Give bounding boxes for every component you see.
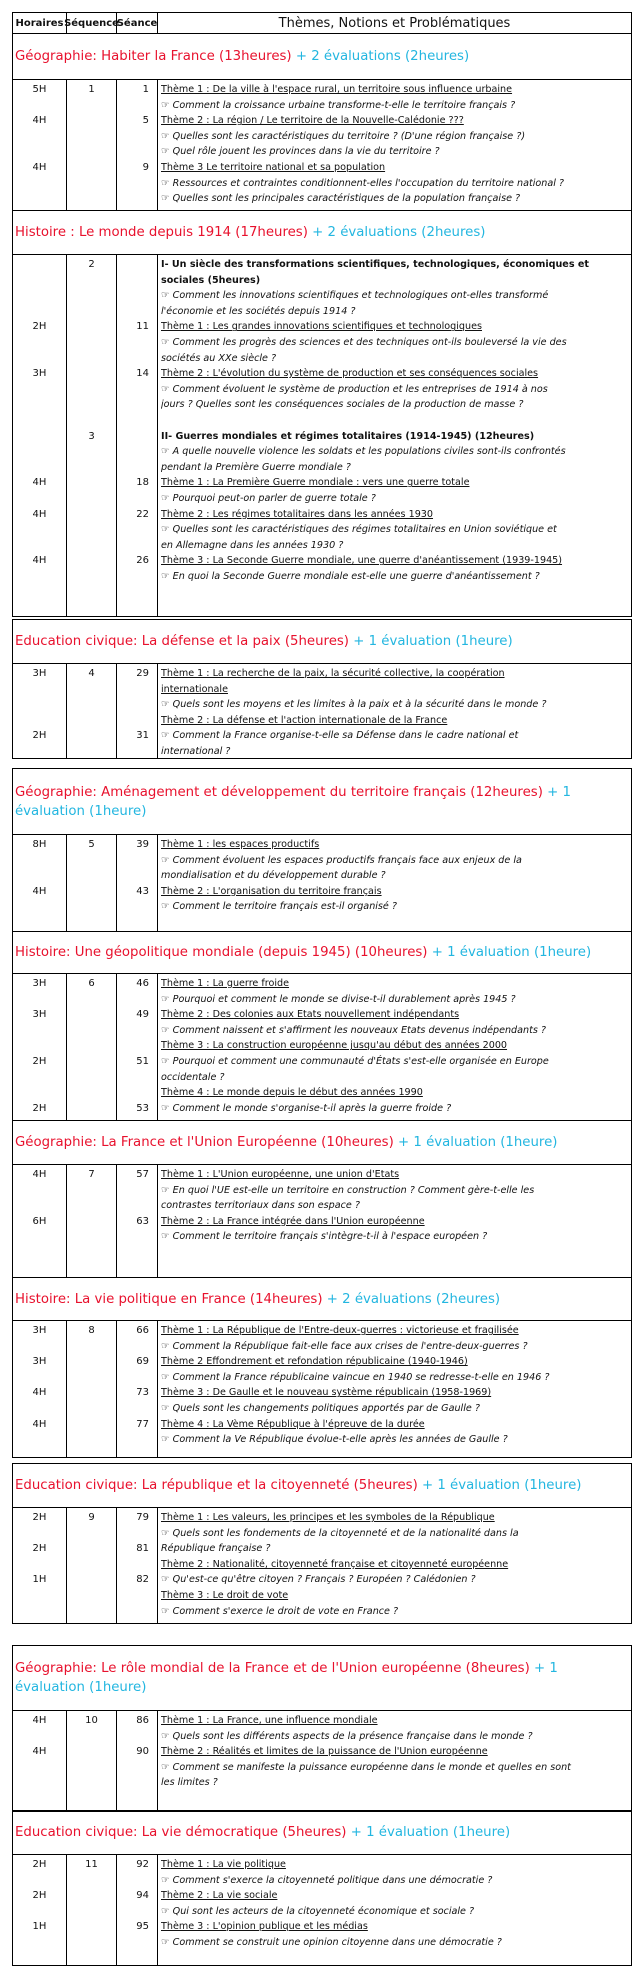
horaires-column <box>13 1855 67 1965</box>
pointing-hand-icon: ☞ <box>161 699 170 711</box>
problematique: Comment la croissance urbaine transforme-t-elle le territoire français ? <box>172 99 516 111</box>
theme-title: Thème 2 : La vie sociale <box>161 1890 278 1902</box>
themes-column <box>158 1711 631 1811</box>
theme-title: Thème 1 : De la ville à l'espace rural, un territoire sous influence urbaine <box>161 84 513 95</box>
seance-column <box>117 664 158 758</box>
problematique: Pourquoi et comment le monde se divise-t-il durablement après 1945 ? <box>172 993 516 1005</box>
pointing-hand-icon: ☞ <box>161 177 170 189</box>
table-header <box>13 13 631 34</box>
problematique: Comment les progrès des sciences et des techniques ont-ils bouleversé la vie des <box>172 336 567 348</box>
section-body <box>13 664 631 759</box>
problematique-continued: mondialisation et du développement durable ? <box>161 870 386 882</box>
section-body <box>13 1508 631 1624</box>
horaires-cell: 1H <box>32 1574 47 1586</box>
pointing-hand-icon: ☞ <box>161 570 170 582</box>
seance-cell: 94 <box>136 1890 149 1902</box>
problematique-continued: contrastes territoriaux dans son espace ? <box>161 1200 360 1212</box>
seance-cell: 46 <box>136 978 149 989</box>
pointing-hand-icon: ☞ <box>161 993 170 1005</box>
seance-cell: 51 <box>136 1056 149 1067</box>
seance-cell: 92 <box>136 1859 149 1870</box>
problematique-continued: occidentale ? <box>161 1071 225 1083</box>
section-title <box>13 211 631 255</box>
problematique-continued: jours ? Quelles sont les conséquences sociales de la production de masse ? <box>161 399 524 411</box>
section-title <box>13 1121 631 1165</box>
horaires-cell: 4H <box>32 477 47 489</box>
horaires-cell: 3H <box>32 978 47 989</box>
problematique: Comment se manifeste la puissance européenne dans le monde et quelles en sont <box>172 1761 571 1773</box>
theme-title: Thème 3 : La construction européenne jusqu'au début des années 2000 <box>161 1040 508 1052</box>
seance-cell: 69 <box>136 1356 149 1368</box>
horaires-cell: 4H <box>32 1746 47 1758</box>
part-title: sociales (5heures) <box>161 274 261 286</box>
seance-cell: 81 <box>136 1543 149 1555</box>
seance-cell: 57 <box>136 1169 149 1180</box>
theme-title: Thème 3 : L'opinion publique et les médias <box>161 1921 368 1933</box>
theme-title: Thème 1 : La vie politique <box>161 1859 286 1870</box>
theme-title: Thème 3 : Le droit de vote <box>161 1589 289 1601</box>
problematique: Comment naissent et s'affirment les nouveaux Etats devenus indépendants ? <box>172 1024 547 1036</box>
seance-cell: 77 <box>136 1418 149 1430</box>
horaires-cell: 4H <box>32 1169 47 1180</box>
horaires-column <box>13 255 67 616</box>
seance-cell: 5 <box>142 115 149 127</box>
section-title-text: Histoire: La vie politique en France (14heures) <box>15 1291 323 1307</box>
problematique: Comment le territoire français est-il organisé ? <box>172 901 397 913</box>
horaires-cell: 2H <box>32 1543 47 1555</box>
problematique: Quelles sont les caractéristiques des régimes totalitaires en Union soviétique et <box>172 524 557 536</box>
themes-column <box>158 1165 631 1277</box>
horaires-cell: 4H <box>32 555 47 567</box>
horaires-cell: 4H <box>32 1387 47 1399</box>
section-block <box>12 1120 632 1278</box>
section-title <box>13 620 631 664</box>
pointing-hand-icon: ☞ <box>161 1905 170 1917</box>
pointing-hand-icon: ☞ <box>161 130 170 142</box>
theme-title: Thème 1 : Les grandes innovations scientifiques et technologiques <box>161 321 482 333</box>
pointing-hand-icon: ☞ <box>161 1605 170 1617</box>
seance-cell: 14 <box>136 368 149 380</box>
problematique: Qu'est-ce qu'être citoyen ? Français ? Européen ? Calédonien ? <box>172 1574 476 1586</box>
problematique: Quel rôle jouent les provinces dans la vie du territoire ? <box>172 146 440 158</box>
section-title <box>13 34 631 80</box>
section-title <box>13 769 631 835</box>
problematique: Comment la Ve République évolue-t-elle après les années de Gaulle ? <box>172 1434 508 1446</box>
theme-title: Thème 3 : De Gaulle et le nouveau système républicain (1958-1969) <box>161 1387 492 1399</box>
horaires-cell: 3H <box>32 1325 47 1336</box>
horaires-column <box>13 664 67 758</box>
horaires-cell: 3H <box>32 668 47 679</box>
section-title-text: Géographie: Aménagement et développement du territoire français (12heures) <box>15 784 543 800</box>
problematique: Comment la République fait-elle face aux crises de l'entre-deux-guerres ? <box>172 1340 528 1352</box>
evaluation-text: + 1 évaluation (1heure) <box>15 1661 558 1695</box>
pointing-hand-icon: ☞ <box>161 193 170 205</box>
horaires-column <box>13 835 67 931</box>
seance-column <box>117 974 158 1120</box>
theme-title: Thème 2 : Réalités et limites de la puissance de l'Union européenne <box>161 1746 488 1758</box>
pointing-hand-icon: ☞ <box>161 1024 170 1036</box>
sequence-column <box>67 1321 117 1457</box>
horaires-cell: 5H <box>32 84 47 95</box>
sequence-cell: 1 <box>88 84 95 95</box>
problematique: Ressources et contraintes conditionnent-elles l'occupation du territoire national ? <box>172 177 565 189</box>
seance-cell: 22 <box>136 508 149 520</box>
evaluation-text: + 1 évaluation (1heure) <box>393 1135 558 1150</box>
horaires-cell: 8H <box>32 839 47 850</box>
seance-column <box>117 255 158 616</box>
pointing-hand-icon: ☞ <box>161 1231 170 1243</box>
problematique-continued: pendant la Première Guerre mondiale ? <box>161 461 351 473</box>
evaluation-text: + 1 évaluation (1heure) <box>15 784 571 819</box>
seance-cell: 1 <box>142 84 149 95</box>
evaluation-text: + 1 évaluation (1heure) <box>427 945 592 960</box>
section-block <box>12 931 632 1121</box>
horaires-column <box>13 1165 67 1277</box>
header-horaires: Horaires <box>13 13 67 33</box>
evaluation-text: + 2 évaluations (2heures) <box>307 225 486 240</box>
themes-column <box>158 255 631 616</box>
pointing-hand-icon: ☞ <box>161 1102 170 1114</box>
problematique: Comment la France républicaine vaincue en 1940 se redresse-t-elle en 1946 ? <box>172 1371 550 1383</box>
seance-cell: 29 <box>136 668 149 679</box>
horaires-cell: 3H <box>32 1009 47 1021</box>
theme-title: Thème 3 : La Seconde Guerre mondiale, une guerre d'anéantissement (1939-1945) <box>161 555 563 567</box>
pointing-hand-icon: ☞ <box>161 446 170 458</box>
section-body <box>13 1855 631 1966</box>
seance-cell: 95 <box>136 1921 149 1933</box>
themes-column <box>158 1321 631 1457</box>
sequence-cell: 10 <box>85 1715 98 1726</box>
pointing-hand-icon: ☞ <box>161 146 170 158</box>
section-title <box>13 932 631 974</box>
horaires-cell: 4H <box>32 162 47 173</box>
problematique: Quels sont les fondements de la citoyenneté et de la nationalité dans la <box>172 1527 519 1539</box>
pointing-hand-icon: ☞ <box>161 383 170 395</box>
section-body <box>13 1711 631 1812</box>
theme-title: Thème 2 : Nationalité, citoyenneté française et citoyenneté européenne <box>161 1558 509 1570</box>
sequence-cell: 8 <box>88 1325 95 1336</box>
themes-column <box>158 1508 631 1623</box>
header-sequence: Séquence <box>67 13 117 33</box>
problematique: Comment les innovations scientifiques et technologiques ont-elles transformé <box>172 290 549 302</box>
seance-column <box>117 1321 158 1457</box>
problematique: Comment s'exerce la citoyenneté politique dans une démocratie ? <box>172 1874 493 1886</box>
problematique: Pourquoi et comment une communauté d'États s'est-elle organisée en Europe <box>172 1055 549 1067</box>
pointing-hand-icon: ☞ <box>161 901 170 913</box>
section-block <box>12 619 632 759</box>
section-title-text: Géographie: Habiter la France (13heures) <box>15 49 292 64</box>
section-title-text: Histoire: Une géopolitique mondiale (depuis 1945) (10heures) <box>15 945 428 960</box>
problematique: Comment évoluent le système de production et les entreprises de 1914 à nos <box>172 383 548 395</box>
theme-title: Thème 1 : L'Union européenne, une union d'Etats <box>161 1169 400 1180</box>
pointing-hand-icon: ☞ <box>161 1184 170 1196</box>
sequence-cell: 9 <box>88 1512 95 1523</box>
theme-title: Thème 1 : La République de l'Entre-deux-guerres : victorieuse et fragilisée <box>161 1325 519 1336</box>
seance-cell: 53 <box>136 1102 149 1114</box>
seance-cell: 82 <box>136 1574 149 1586</box>
pointing-hand-icon: ☞ <box>161 1874 170 1886</box>
themes-column <box>158 80 631 210</box>
seance-cell: 43 <box>136 885 149 897</box>
horaires-cell: 2H <box>32 730 47 742</box>
seance-column <box>117 1165 158 1277</box>
pointing-hand-icon: ☞ <box>161 290 170 302</box>
evaluation-text: + 2 évaluations (2heures) <box>322 1291 501 1307</box>
pointing-hand-icon: ☞ <box>161 492 170 504</box>
seance-cell: 63 <box>136 1215 149 1227</box>
horaires-cell: 4H <box>32 1418 47 1430</box>
problematique: A quelle nouvelle violence les soldats et les populations civiles sont-ils confrontés <box>172 446 566 458</box>
evaluation-text: + 1 évaluation (1heure) <box>417 1478 582 1493</box>
problematique: Comment le territoire français s'intègre-t-il à l'espace européen ? <box>172 1231 488 1243</box>
part-title: II- Guerres mondiales et régimes totalitaires (1914-1945) (12heures) <box>161 430 535 442</box>
sequence-column <box>67 1508 117 1623</box>
section-body <box>13 1321 631 1458</box>
theme-title: Thème 1 : La France, une influence mondiale <box>161 1715 378 1726</box>
horaires-cell: 2H <box>32 321 47 333</box>
seance-cell: 31 <box>136 730 149 742</box>
section-title <box>13 1278 631 1321</box>
section-title-text: Education civique: La vie démocratique (5heures) <box>15 1825 347 1840</box>
theme-title: Thème 2 : La région / Le territoire de la Nouvelle-Calédonie ??? <box>161 115 464 127</box>
section-body <box>13 1165 631 1278</box>
pointing-hand-icon: ☞ <box>161 1936 170 1948</box>
problematique: Quelles sont les principales caractéristiques de la population française ? <box>172 193 521 205</box>
seance-cell: 66 <box>136 1325 149 1336</box>
sequence-column <box>67 664 117 758</box>
problematique-continued: sociétés au XXe siècle ? <box>161 352 277 364</box>
section-block <box>12 1645 632 1812</box>
section-title-text: Histoire : Le monde depuis 1914 (17heures) <box>15 225 308 240</box>
horaires-cell: 1H <box>32 1921 47 1933</box>
horaires-cell: 4H <box>32 508 47 520</box>
pointing-hand-icon: ☞ <box>161 1371 170 1383</box>
sequence-cell: 3 <box>88 430 95 442</box>
horaires-cell: 3H <box>32 368 47 380</box>
horaires-cell: 4H <box>32 1715 47 1726</box>
problematique-continued: international ? <box>161 745 231 757</box>
problematique-continued: République française ? <box>161 1543 271 1555</box>
problematique: Quelles sont les caractéristiques du territoire ? (D'une région française ?) <box>172 130 526 142</box>
themes-column <box>158 664 631 758</box>
seance-cell: 26 <box>136 555 149 567</box>
evaluation-text: + 1 évaluation (1heure) <box>349 634 513 649</box>
theme-title: Thème 2 : Des colonies aux Etats nouvellement indépendants <box>161 1009 460 1021</box>
theme-title: internationale <box>161 683 228 695</box>
sequence-cell: 7 <box>88 1169 95 1180</box>
themes-column <box>158 835 631 931</box>
pointing-hand-icon: ☞ <box>161 524 170 536</box>
section-block <box>12 210 632 617</box>
sequence-cell: 2 <box>88 259 95 270</box>
sequence-column <box>67 1165 117 1277</box>
sequence-cell: 5 <box>88 839 95 850</box>
section-title <box>13 1464 631 1508</box>
horaires-column <box>13 1508 67 1623</box>
horaires-cell: 2H <box>32 1859 47 1870</box>
themes-column <box>158 974 631 1120</box>
pointing-hand-icon: ☞ <box>161 730 170 742</box>
section-block <box>12 768 632 932</box>
section-body <box>13 974 631 1121</box>
seance-cell: 90 <box>136 1746 149 1758</box>
header-seance: Séance <box>117 13 158 33</box>
section-body <box>13 255 631 617</box>
theme-title: Thème 1 : les espaces productifs <box>161 839 320 850</box>
evaluation-text: + 1 évaluation (1heure) <box>346 1825 511 1840</box>
theme-title: Thème 1 : La Première Guerre mondiale : vers une guerre totale <box>161 477 470 489</box>
problematique-continued: l'économie et les sociétés depuis 1914 ? <box>161 305 356 317</box>
section-body <box>13 80 631 211</box>
sequence-column <box>67 255 117 616</box>
seance-cell: 11 <box>136 321 149 333</box>
theme-title: Thème 2 Effondrement et refondation républicaine (1940-1946) <box>161 1356 468 1368</box>
pointing-hand-icon: ☞ <box>161 1434 170 1446</box>
theme-title: Thème 2 : Les régimes totalitaires dans les années 1930 <box>161 508 434 520</box>
pointing-hand-icon: ☞ <box>161 854 170 866</box>
seance-cell: 73 <box>136 1387 149 1399</box>
problematique: Comment le monde s'organise-t-il après la guerre froide ? <box>172 1102 452 1114</box>
section-title-text: Education civique: La république et la citoyenneté (5heures) <box>15 1478 418 1493</box>
problematique: En quoi la Seconde Guerre mondiale est-elle une guerre d'anéantissement ? <box>172 570 540 582</box>
theme-title: Thème 2 : L'organisation du territoire français <box>161 885 382 897</box>
problematique: Comment se construit une opinion citoyenne dans une démocratie ? <box>172 1936 502 1948</box>
problematique: Comment s'exerce le droit de vote en France ? <box>172 1605 399 1617</box>
theme-title: Thème 4 : Le monde depuis le début des années 1990 <box>161 1087 423 1099</box>
pointing-hand-icon: ☞ <box>161 1761 170 1773</box>
problematique: Quels sont les moyens et les limites à la paix et à la sécurité dans le monde ? <box>172 699 547 711</box>
sequence-column <box>67 1855 117 1965</box>
pointing-hand-icon: ☞ <box>161 1574 170 1586</box>
sequence-cell: 11 <box>85 1859 98 1870</box>
horaires-cell: 2H <box>32 1056 47 1067</box>
pointing-hand-icon: ☞ <box>161 1340 170 1352</box>
seance-cell: 86 <box>136 1715 149 1726</box>
seance-column <box>117 1508 158 1623</box>
theme-title: Thème 1 : La guerre froide <box>161 978 290 989</box>
horaires-column <box>13 974 67 1120</box>
horaires-column <box>13 1321 67 1457</box>
part-title: I- Un siècle des transformations scientifiques, technologiques, économiques et <box>161 259 589 270</box>
problematique-continued: les limites ? <box>161 1777 218 1789</box>
evaluation-text: + 2 évaluations (2heures) <box>291 49 470 64</box>
theme-title: Thème 4 : La Vème République à l'épreuve de la durée <box>161 1418 425 1430</box>
problematique: Pourquoi peut-on parler de guerre totale ? <box>172 492 376 504</box>
section-title <box>13 1646 631 1711</box>
pointing-hand-icon: ☞ <box>161 1527 170 1539</box>
theme-title: Thème 2 : La défense et l'action internationale de la France <box>161 714 448 726</box>
horaires-cell: 2H <box>32 1102 47 1114</box>
problematique: Comment évoluent les espaces productifs français face aux enjeux de la <box>172 854 522 866</box>
problematique: Quels sont les différents aspects de la présence française dans le monde ? <box>172 1730 533 1742</box>
problematique: Qui sont les acteurs de la citoyenneté économique et sociale ? <box>172 1905 475 1917</box>
section-title-text: Géographie: Le rôle mondial de la France et de l'Union européenne (8heures) <box>15 1661 530 1676</box>
pointing-hand-icon: ☞ <box>161 1730 170 1742</box>
seance-cell: 49 <box>136 1009 149 1021</box>
section-body <box>13 835 631 932</box>
seance-cell: 18 <box>136 477 149 489</box>
theme-title: Thème 2 : L'évolution du système de production et ses conséquences sociales <box>161 368 539 380</box>
sequence-column <box>67 835 117 931</box>
sequence-cell: 4 <box>88 668 95 679</box>
seance-cell: 39 <box>136 839 149 850</box>
horaires-cell: 2H <box>32 1512 47 1523</box>
horaires-column <box>13 80 67 210</box>
pointing-hand-icon: ☞ <box>161 1402 170 1414</box>
sequence-column <box>67 80 117 210</box>
section-title-text: Géographie: La France et l'Union Européenne (10heures) <box>15 1135 394 1150</box>
pointing-hand-icon: ☞ <box>161 336 170 348</box>
sequence-column <box>67 974 117 1120</box>
seance-column <box>117 80 158 210</box>
section-title <box>13 1811 631 1855</box>
theme-title: Thème 2 : La France intégrée dans l'Union européenne <box>161 1215 425 1227</box>
sequence-column <box>67 1711 117 1811</box>
horaires-cell: 4H <box>32 115 47 127</box>
theme-title: Thème 3 Le territoire national et sa population <box>161 161 386 173</box>
horaires-cell: 6H <box>32 1215 47 1227</box>
header-themes: Thèmes, Notions et Problématiques <box>278 15 511 31</box>
themes-column <box>158 1855 631 1965</box>
horaires-cell: 3H <box>32 1356 47 1368</box>
theme-title: Thème 1 : La recherche de la paix, la sécurité collective, la coopération <box>161 668 505 679</box>
seance-column <box>117 1855 158 1965</box>
sequence-cell: 6 <box>88 978 95 989</box>
seance-cell: 9 <box>142 162 149 173</box>
problematique-continued: en Allemagne dans les années 1930 ? <box>161 539 344 551</box>
section-block <box>12 1277 632 1458</box>
pointing-hand-icon: ☞ <box>161 99 170 111</box>
seance-column <box>117 1711 158 1811</box>
problematique: Comment la France organise-t-elle sa Défense dans le cadre national et <box>172 730 519 742</box>
problematique: Quels sont les changements politiques apportés par de Gaulle ? <box>172 1402 480 1414</box>
horaires-cell: 2H <box>32 1890 47 1902</box>
section-block <box>12 12 632 211</box>
section-title-text: Education civique: La défense et la paix (5heures) <box>15 634 349 649</box>
horaires-cell: 4H <box>32 885 47 897</box>
problematique: En quoi l'UE est-elle un territoire en construction ? Comment gère-t-elle les <box>172 1184 535 1196</box>
seance-cell: 79 <box>136 1512 149 1523</box>
section-block <box>12 1463 632 1624</box>
horaires-column <box>13 1711 67 1811</box>
theme-title: Thème 1 : Les valeurs, les principes et les symboles de la République <box>161 1512 495 1523</box>
pointing-hand-icon: ☞ <box>161 1055 170 1067</box>
section-block <box>12 1810 632 1966</box>
seance-column <box>117 835 158 931</box>
